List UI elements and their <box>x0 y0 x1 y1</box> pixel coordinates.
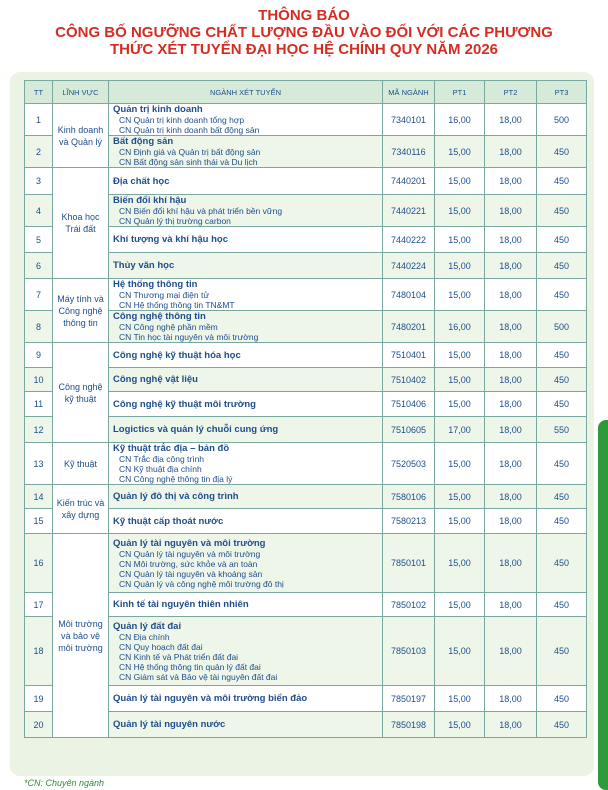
row-number: 6 <box>25 253 53 279</box>
row-number: 15 <box>25 509 53 534</box>
specialization-item: CN Địa chính <box>119 631 170 642</box>
major-cell <box>109 343 383 368</box>
specialization-item: CN Quản lý tài nguyên và khoáng sản <box>119 568 263 579</box>
pt3-score: 450 <box>537 343 587 368</box>
pt2-score: 18,00 <box>485 253 537 279</box>
major-name: Kinh tế tài nguyên thiên nhiên <box>113 599 249 610</box>
row-number: 20 <box>25 712 53 738</box>
major-cell <box>109 136 383 168</box>
major-name: Quản lý tài nguyên nước <box>113 719 226 730</box>
pt3-score: 450 <box>537 168 587 195</box>
major-name: Quản lý tài nguyên và môi trường <box>113 537 266 549</box>
pt1-score: 15,00 <box>435 509 485 534</box>
major-name: Công nghệ kỹ thuật hóa học <box>113 349 241 361</box>
row-number: 14 <box>25 485 53 509</box>
table-row <box>25 104 587 136</box>
major-code: 7580213 <box>383 509 435 534</box>
pt2-score: 18,00 <box>485 509 537 534</box>
major-name: Công nghệ vật liệu <box>113 374 198 385</box>
pt3-score: 550 <box>537 417 587 443</box>
pt1-score: 15,00 <box>435 253 485 279</box>
table-row <box>25 195 587 227</box>
table-row <box>25 509 587 534</box>
major-code: 7850102 <box>383 593 435 617</box>
field-cell: Khoa học Trái đất <box>53 168 109 279</box>
major-name: Kỹ thuật trắc địa – bản đồ <box>113 443 230 454</box>
major-code: 7440224 <box>383 253 435 279</box>
pt3-score: 450 <box>537 617 587 686</box>
pt1-score: 17,00 <box>435 417 485 443</box>
specialization-item: CN Quản lý và công nghệ môi trường đô thị <box>119 578 284 589</box>
major-cell <box>109 534 383 593</box>
table-row <box>25 617 587 686</box>
col-header-field: LĨNH VỰC <box>53 81 109 104</box>
pt1-score: 15,00 <box>435 368 485 392</box>
specialization-item: CN Giám sát và Bảo vệ tài nguyên đất đai <box>119 671 278 682</box>
header-subtitle-line2: THỨC XÉT TUYỂN ĐẠI HỌC HỆ CHÍNH QUY NĂM 2026 <box>109 41 499 58</box>
pt1-score: 15,00 <box>435 195 485 227</box>
pt3-score: 450 <box>537 509 587 534</box>
major-cell <box>109 104 383 136</box>
pt1-score: 15,00 <box>435 168 485 195</box>
row-number: 3 <box>25 168 53 195</box>
pt2-score: 18,00 <box>485 136 537 168</box>
col-header-pt1: PT1 <box>435 81 485 104</box>
major-name: Kỹ thuật cấp thoát nước <box>113 515 224 527</box>
col-header-tt: TT <box>25 81 53 104</box>
pt2-score: 18,00 <box>485 168 537 195</box>
major-cell <box>109 368 383 392</box>
specialization-item: CN Công nghệ thông tin địa lý <box>119 474 233 484</box>
table-row <box>25 253 587 279</box>
specialization-item: CN Hệ thống thông tin quản lý đất đai <box>119 661 261 672</box>
pt1-score: 15,00 <box>435 485 485 509</box>
col-header-pt2: PT2 <box>485 81 537 104</box>
major-cell <box>109 485 383 509</box>
pt2-score: 18,00 <box>485 417 537 443</box>
major-name: Logictics và quản lý chuỗi cung ứng <box>113 424 279 435</box>
major-code: 7340101 <box>383 104 435 136</box>
table-row <box>25 443 587 485</box>
major-code: 7850198 <box>383 712 435 738</box>
pt2-score: 18,00 <box>485 593 537 617</box>
field-cell: Môi trường và bảo vệ môi trường <box>53 534 109 738</box>
pt1-score: 15,00 <box>435 712 485 738</box>
table-row <box>25 168 587 195</box>
major-name: Hệ thống thông tin <box>113 279 198 290</box>
specialization-item: CN Quản lý thị trường carbon <box>119 216 231 226</box>
pt2-score: 18,00 <box>485 534 537 593</box>
field-cell: Máy tính và Công nghệ thông tin <box>53 279 109 343</box>
table-row <box>25 136 587 168</box>
pt3-score: 450 <box>537 136 587 168</box>
row-number: 1 <box>25 104 53 136</box>
field-cell: Công nghệ kỹ thuật <box>53 343 109 443</box>
table-row <box>25 712 587 738</box>
major-name: Công nghệ kỹ thuật môi trường <box>113 398 256 410</box>
major-cell <box>109 311 383 343</box>
pt2-score: 18,00 <box>485 392 537 417</box>
major-cell <box>109 417 383 443</box>
pt2-score: 18,00 <box>485 227 537 253</box>
specialization-item: CN Quy hoạch đất đai <box>119 641 203 652</box>
pt3-score: 450 <box>537 712 587 738</box>
pt3-score: 450 <box>537 279 587 311</box>
table-row <box>25 279 587 311</box>
major-cell <box>109 168 383 195</box>
pt2-score: 18,00 <box>485 617 537 686</box>
major-cell <box>109 443 383 485</box>
table-row <box>25 368 587 392</box>
major-cell <box>109 686 383 712</box>
major-name: Địa chất học <box>113 175 170 187</box>
major-cell <box>109 712 383 738</box>
specialization-item: CN Quản trị kinh doanh tổng hợp <box>119 115 245 125</box>
major-code: 7340116 <box>383 136 435 168</box>
pt1-score: 15,00 <box>435 686 485 712</box>
pt1-score: 15,00 <box>435 392 485 417</box>
major-code: 7510402 <box>383 368 435 392</box>
pt1-score: 15,00 <box>435 593 485 617</box>
pt1-score: 15,00 <box>435 136 485 168</box>
row-number: 13 <box>25 443 53 485</box>
major-name: Quản lý tài nguyên và môi trường biển đảo <box>113 693 308 704</box>
major-name: Thủy văn học <box>113 260 175 271</box>
row-number: 18 <box>25 617 53 686</box>
specialization-item: CN Biến đổi khí hậu và phát triển bền vững <box>119 206 283 216</box>
field-cell: Kiến trúc và xây dựng <box>53 485 109 534</box>
pt2-score: 18,00 <box>485 686 537 712</box>
major-code: 7520503 <box>383 443 435 485</box>
row-number: 12 <box>25 417 53 443</box>
table-row <box>25 343 587 368</box>
major-cell <box>109 253 383 279</box>
row-number: 16 <box>25 534 53 593</box>
pt3-score: 450 <box>537 392 587 417</box>
pt1-score: 16,00 <box>435 311 485 343</box>
major-code: 7440201 <box>383 168 435 195</box>
side-decoration-bar <box>598 420 608 790</box>
pt2-score: 18,00 <box>485 712 537 738</box>
specialization-item: CN Môi trường, sức khỏe và an toàn <box>119 558 258 569</box>
specialization-item: CN Tin học tài nguyên và môi trường <box>119 332 259 342</box>
major-code: 7510406 <box>383 392 435 417</box>
specialization-item: CN Định giá và Quản trị bất động sản <box>119 147 261 157</box>
specialization-item: CN Công nghệ phần mềm <box>119 322 218 332</box>
row-number: 10 <box>25 368 53 392</box>
table-row <box>25 417 587 443</box>
major-name: Bất động sản <box>113 136 174 147</box>
major-code: 7850197 <box>383 686 435 712</box>
table-row <box>25 485 587 509</box>
major-code: 7850103 <box>383 617 435 686</box>
pt1-score: 15,00 <box>435 279 485 311</box>
pt3-score: 500 <box>537 311 587 343</box>
table-row <box>25 593 587 617</box>
major-name: Quản lý đô thị và công trình <box>113 491 239 502</box>
major-cell <box>109 509 383 534</box>
major-code: 7440222 <box>383 227 435 253</box>
pt2-score: 18,00 <box>485 279 537 311</box>
specialization-item: CN Quản lý tài nguyên và môi trường <box>119 548 261 559</box>
pt2-score: 18,00 <box>485 368 537 392</box>
pt2-score: 18,00 <box>485 195 537 227</box>
pt1-score: 15,00 <box>435 534 485 593</box>
major-code: 7580106 <box>383 485 435 509</box>
pt2-score: 18,00 <box>485 311 537 343</box>
major-name: Công nghệ thông tin <box>113 311 206 322</box>
table-row <box>25 686 587 712</box>
pt3-score: 450 <box>537 195 587 227</box>
major-cell <box>109 617 383 686</box>
specialization-item: CN Hệ thống thông tin TN&MT <box>119 300 235 310</box>
pt2-score: 18,00 <box>485 443 537 485</box>
major-code: 7510401 <box>383 343 435 368</box>
pt1-score: 15,00 <box>435 227 485 253</box>
row-number: 17 <box>25 593 53 617</box>
admission-table <box>24 80 587 738</box>
specialization-item: CN Thương mại điện tử <box>119 290 210 300</box>
field-cell: Kinh doanh và Quản lý <box>53 104 109 168</box>
pt1-score: 15,00 <box>435 443 485 485</box>
pt3-score: 450 <box>537 443 587 485</box>
row-number: 19 <box>25 686 53 712</box>
specialization-item: CN Kỹ thuật địa chính <box>119 464 202 474</box>
col-header-code: MÃ NGÀNH <box>383 81 435 104</box>
field-cell: Kỹ thuật <box>53 443 109 485</box>
pt1-score: 15,00 <box>435 617 485 686</box>
pt3-score: 450 <box>537 253 587 279</box>
table-row <box>25 392 587 417</box>
table-row <box>25 534 587 593</box>
major-name: Biến đổi khí hậu <box>113 195 187 206</box>
specialization-item: CN Kinh tế và Phát triển đất đai <box>119 651 239 662</box>
row-number: 8 <box>25 311 53 343</box>
row-number: 4 <box>25 195 53 227</box>
major-cell <box>109 279 383 311</box>
specialization-item: CN Quản trị kinh doanh bất động sản <box>119 125 260 135</box>
col-header-pt3: PT3 <box>537 81 587 104</box>
row-number: 9 <box>25 343 53 368</box>
pt1-score: 16,00 <box>435 104 485 136</box>
header-title: THÔNG BÁO <box>258 7 350 24</box>
pt3-score: 450 <box>537 593 587 617</box>
table-header-row <box>25 81 587 104</box>
pt3-score: 450 <box>537 368 587 392</box>
major-cell <box>109 392 383 417</box>
pt3-score: 450 <box>537 534 587 593</box>
pt1-score: 15,00 <box>435 343 485 368</box>
row-number: 2 <box>25 136 53 168</box>
pt2-score: 18,00 <box>485 104 537 136</box>
major-name: Khí tượng và khí hậu học <box>113 234 228 245</box>
page-header <box>0 8 608 58</box>
specialization-item: CN Trắc địa công trình <box>119 454 205 464</box>
major-code: 7510605 <box>383 417 435 443</box>
row-number: 7 <box>25 279 53 311</box>
major-cell <box>109 593 383 617</box>
pt3-score: 450 <box>537 485 587 509</box>
pt2-score: 18,00 <box>485 343 537 368</box>
major-cell <box>109 227 383 253</box>
pt2-score: 18,00 <box>485 485 537 509</box>
major-code: 7480104 <box>383 279 435 311</box>
major-name: Quản lý đất đai <box>113 620 182 632</box>
major-code: 7850101 <box>383 534 435 593</box>
row-number: 11 <box>25 392 53 417</box>
header-subtitle-line1: CÔNG BỐ NGƯỠNG CHẤT LƯỢNG ĐẦU VÀO ĐỐI VỚI CÁC PHƯƠNG <box>55 24 553 41</box>
pt3-score: 450 <box>537 686 587 712</box>
row-number: 5 <box>25 227 53 253</box>
major-code: 7440221 <box>383 195 435 227</box>
footnote: *CN: Chuyên ngành <box>24 778 105 788</box>
major-cell <box>109 195 383 227</box>
col-header-major: NGÀNH XÉT TUYỂN <box>109 81 383 104</box>
major-name: Quản trị kinh doanh <box>113 104 203 115</box>
pt3-score: 450 <box>537 227 587 253</box>
table-row <box>25 227 587 253</box>
table-row <box>25 311 587 343</box>
specialization-item: CN Bất động sản sinh thái và Du lịch <box>119 157 258 167</box>
pt3-score: 500 <box>537 104 587 136</box>
major-code: 7480201 <box>383 311 435 343</box>
